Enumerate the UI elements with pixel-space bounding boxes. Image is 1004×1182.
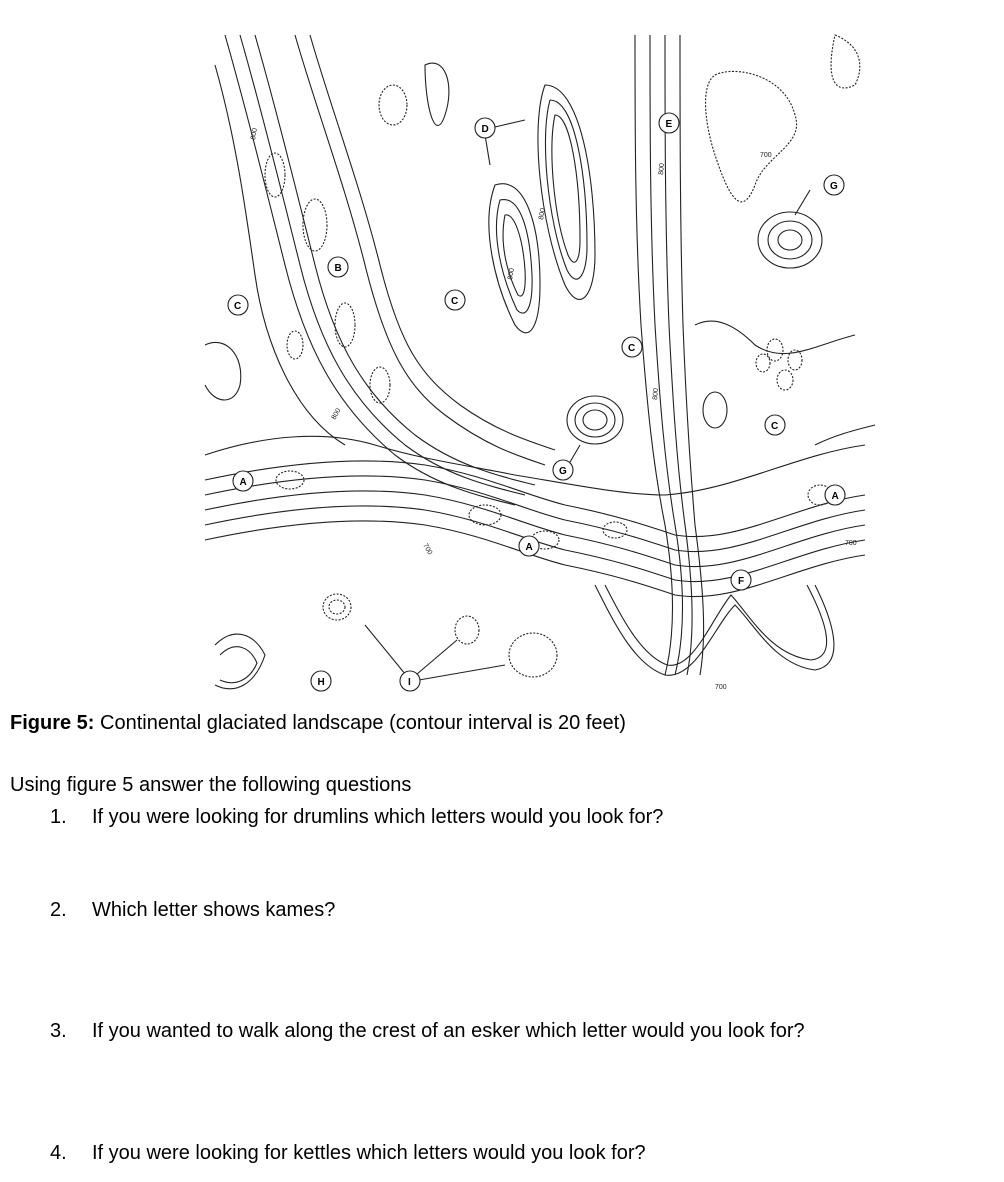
svg-text:C: C (628, 343, 636, 354)
question-number: 2. (50, 899, 67, 921)
svg-text:G: G (830, 181, 838, 192)
svg-text:F: F (738, 576, 745, 587)
svg-text:A: A (525, 542, 533, 553)
label-c-2 (445, 290, 465, 310)
elevation-label-700: 700 (421, 542, 434, 557)
svg-text:C: C (451, 296, 459, 307)
label-c-3 (622, 337, 642, 357)
label-c-4 (765, 415, 785, 435)
elevation-label-800: 800 (538, 207, 547, 221)
svg-text:D: D (481, 124, 489, 135)
elevation-label-800: 800 (652, 387, 661, 401)
svg-text:B: B (334, 263, 342, 274)
ridge-contours (215, 35, 555, 505)
svg-text:H: H (317, 677, 325, 688)
outwash-contours (595, 585, 834, 675)
svg-text:C: C (234, 301, 242, 312)
instructions: Using figure 5 answer the following questions (10, 774, 412, 796)
question-3 (50, 1020, 805, 1043)
svg-text:A: A (239, 477, 247, 488)
elevation-labels (250, 128, 857, 691)
label-a-right (825, 485, 845, 505)
elevation-label-800: 800 (507, 267, 516, 281)
label-f (731, 570, 751, 590)
elevation-label-700: 700 (845, 540, 857, 547)
label-g-center (553, 460, 573, 480)
figure-caption-label: Figure 5: (10, 712, 95, 734)
question-1 (50, 806, 663, 829)
label-a-center (519, 536, 539, 556)
label-g-right (824, 175, 844, 195)
question-number: 4. (50, 1142, 67, 1164)
topographic-map (195, 25, 880, 715)
label-a-left (233, 471, 253, 491)
svg-text:E: E (665, 119, 673, 130)
elevation-label-800: 800 (330, 407, 343, 421)
map-letter-labels (228, 113, 845, 691)
label-d (475, 118, 495, 138)
moraine-contours (205, 436, 865, 596)
elevation-label-700: 700 (760, 152, 772, 159)
question-number: 1. (50, 806, 67, 828)
label-e (659, 113, 679, 133)
figure-caption (10, 712, 626, 735)
label-pointers (365, 120, 810, 680)
elevation-label-700: 700 (715, 684, 727, 691)
question-2 (50, 899, 335, 922)
svg-text:C: C (771, 421, 779, 432)
label-i (400, 671, 420, 691)
kame-contours (567, 212, 822, 444)
question-4 (50, 1142, 646, 1165)
svg-text:I: I (408, 677, 411, 688)
question-text: Which letter shows kames? (92, 899, 336, 921)
kettle-contours (323, 35, 860, 677)
figure-caption-text: Continental glaciated landscape (contour interval is 20 feet) (94, 712, 626, 734)
label-b (328, 257, 348, 277)
label-c-1 (228, 295, 248, 315)
svg-text:A: A (831, 491, 839, 502)
question-text: If you were looking for drumlins which letters would you look for? (92, 806, 664, 828)
svg-text:G: G (559, 466, 567, 477)
elevation-label-800: 800 (658, 162, 667, 176)
question-text: If you wanted to walk along the crest of an esker which letter would you look for? (92, 1020, 805, 1042)
question-text: If you were looking for kettles which letters would you look for? (92, 1142, 646, 1164)
label-h (311, 671, 331, 691)
misc-contours (205, 63, 875, 689)
question-number: 3. (50, 1020, 67, 1042)
elevation-label-800: 800 (250, 127, 259, 141)
